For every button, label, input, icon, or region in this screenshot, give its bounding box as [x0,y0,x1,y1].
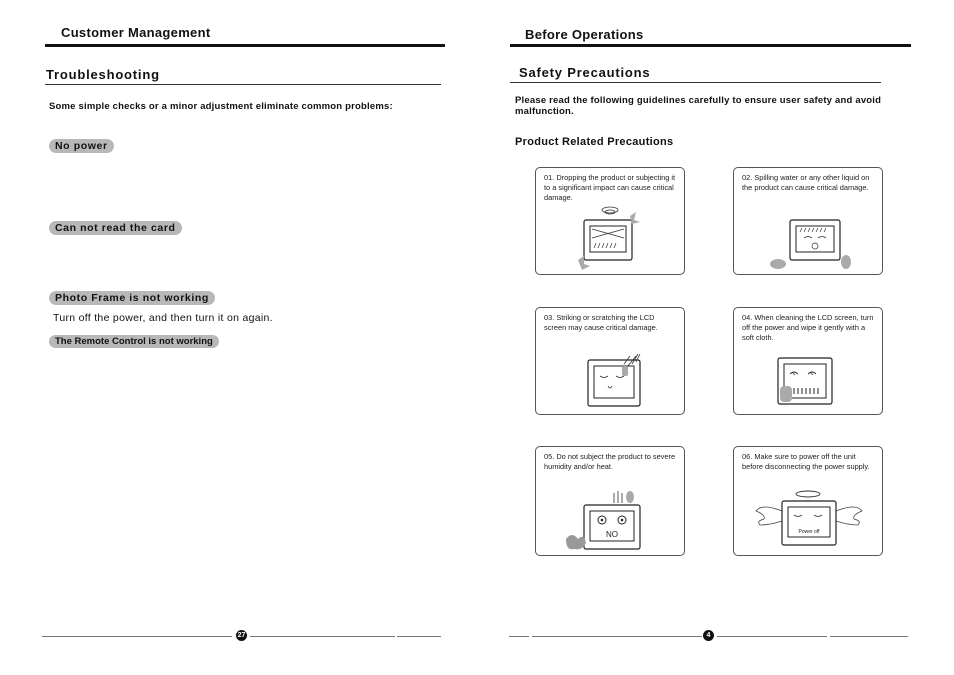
left-page-number: 27 [237,632,246,639]
right-footer-line-a [509,636,529,637]
right-footer-line-d [830,636,908,637]
angel-screen-label: Power off [798,529,820,535]
troubleshooting-rule [45,84,441,85]
scratched-screen-icon [584,350,654,412]
right-page-header: Before Operations [525,27,644,42]
right-page-number: 4 [703,630,714,641]
troubleshooting-title: Troubleshooting [46,67,160,82]
left-footer-line-a [42,636,232,637]
left-header-rule [45,44,445,47]
right-header-rule [510,44,911,47]
humid-screen-label: NO [606,530,618,539]
safety-intro: Please read the following guidelines carefully to ensure user safety and avoid malfunction. [515,95,882,117]
humid-heat-icon [564,489,654,555]
troubleshooting-intro: Some simple checks or a minor adjustment eliminate common problems: [49,101,393,112]
cleaning-cloth-icon [774,354,846,412]
precaution-card-2 [733,167,883,275]
precaution-card-5-text: 05. Do not subject the product to severe humidity and/or heat. [544,452,676,471]
precaution-card-4 [733,307,883,415]
left-footer-line-c [397,636,441,637]
no-power-badge: No power [49,139,114,153]
remote-not-working-badge: The Remote Control is not working [49,335,219,348]
frame-not-working-badge: Photo Frame is not working [49,291,215,305]
precaution-card-3 [535,307,685,415]
spilled-water-icon [774,216,854,274]
precaution-card-1 [535,167,685,275]
precaution-card-6-text: 06. Make sure to power off the unit before disconnecting the power supply. [742,452,870,471]
left-page-header: Customer Management [61,25,211,40]
safety-rule [510,82,881,83]
safety-title: Safety Precautions [519,65,651,80]
angel-frame-icon [754,487,866,553]
precaution-card-6 [733,446,883,556]
right-footer-line-b [532,636,702,637]
left-footer-line-b [250,636,395,637]
dropped-frame-icon [554,204,634,270]
card-read-badge: Can not read the card [49,221,182,235]
precaution-card-1-text: 01. Dropping the product or subjecting it to a significant impact can cause critical damage. [544,173,676,202]
precaution-card-5 [535,446,685,556]
product-precautions-title: Product Related Precautions [515,136,674,148]
precaution-card-3-text: 03. Striking or scratching the LCD screen may cause critical damage. [544,313,658,332]
precaution-card-2-text: 02. Spilling water or any other liquid on the product can cause critical damage. [742,173,870,192]
right-footer-line-c [717,636,827,637]
frame-not-working-note: Turn off the power, and then turn it on again. [53,312,273,324]
precaution-card-4-text: 04. When cleaning the LCD screen, turn off the power and wipe it gently with a soft cloth. [742,313,874,342]
